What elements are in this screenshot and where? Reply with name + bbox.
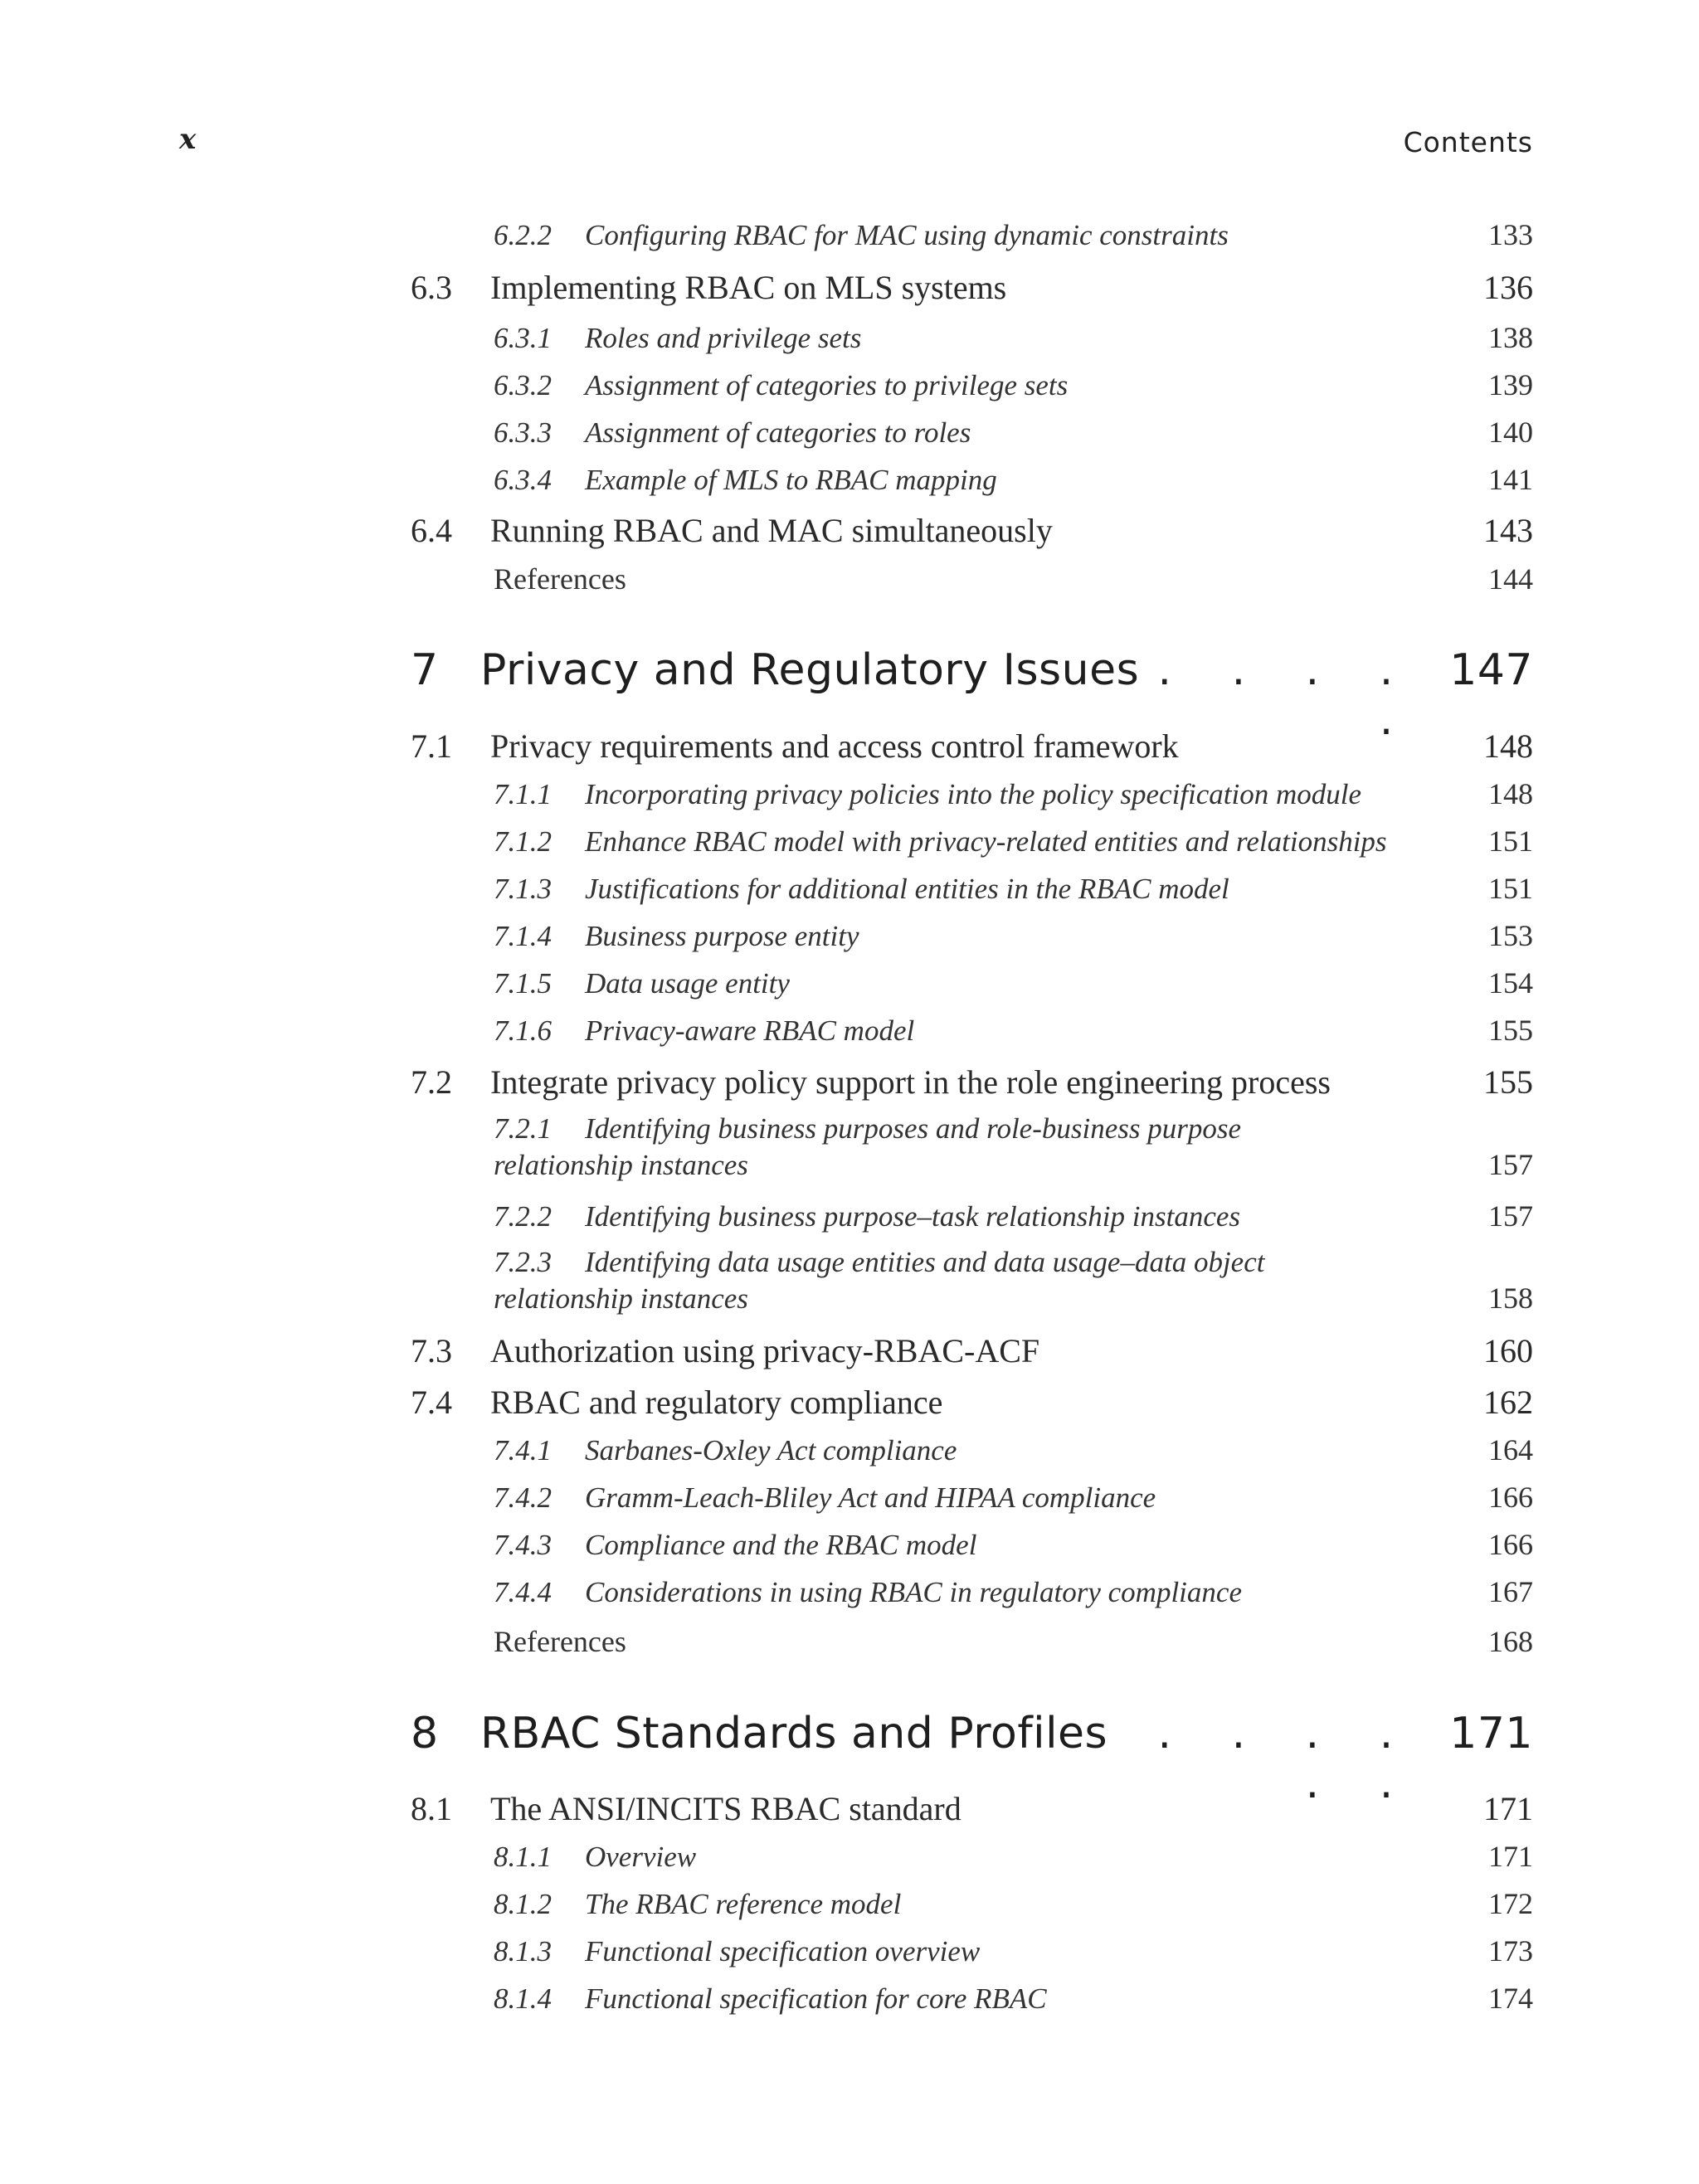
- entry-number: 8.1.1: [494, 1841, 552, 1873]
- toc-entry-subsection[interactable]: [411, 217, 1533, 252]
- toc-entry-subsection[interactable]: [411, 1886, 1533, 1921]
- toc-entry-subsection[interactable]: [411, 367, 1533, 402]
- entry-page: 171: [1483, 1790, 1533, 1827]
- entry-number: 8.1: [411, 1790, 452, 1827]
- toc-entry-section[interactable]: [411, 1063, 1533, 1102]
- entry-page: 157: [1488, 1148, 1533, 1181]
- toc-entry-subsection[interactable]: [411, 966, 1533, 1000]
- entry-number: 7.4.2: [494, 1481, 552, 1514]
- entry-number: 7.4.4: [494, 1576, 552, 1608]
- toc-entry-section[interactable]: [411, 511, 1533, 550]
- entry-page: 171: [1488, 1840, 1533, 1873]
- entry-number: 7.4.3: [494, 1529, 552, 1561]
- chapter-title: Privacy and Regulatory Issues: [480, 645, 1140, 695]
- entry-number: 7.1.2: [494, 825, 552, 858]
- entry-number: 7.2.1: [494, 1112, 552, 1145]
- toc-entry-references[interactable]: [411, 562, 1533, 596]
- entry-number: 6.3.1: [494, 322, 552, 354]
- entry-page: 168: [1488, 1625, 1533, 1658]
- entry-number: 6.2.2: [494, 219, 552, 251]
- toc-entry-subsection[interactable]: [411, 320, 1533, 355]
- toc-entry-subsection[interactable]: [411, 1112, 1533, 1182]
- toc-entry-subsection[interactable]: [411, 871, 1533, 906]
- entry-number: 6.3.3: [494, 416, 552, 449]
- entry-title: Considerations in using RBAC in regulatory compliance: [585, 1576, 1242, 1608]
- entry-page: 166: [1488, 1528, 1533, 1561]
- entry-number: 7.1.6: [494, 1014, 552, 1047]
- entry-page: 164: [1488, 1433, 1533, 1467]
- toc-entry-section[interactable]: [411, 727, 1533, 766]
- entry-page: 157: [1488, 1199, 1533, 1233]
- toc-entry-subsection[interactable]: [411, 1981, 1533, 2016]
- entry-page: 143: [1483, 512, 1533, 549]
- entry-title-continued: relationship instances: [494, 1149, 748, 1181]
- page-number: x: [179, 123, 197, 156]
- entry-page: 162: [1483, 1384, 1533, 1421]
- entry-page: 160: [1483, 1332, 1533, 1369]
- entry-title: Overview: [585, 1841, 697, 1873]
- entry-page: 151: [1488, 824, 1533, 858]
- toc-entry-section[interactable]: [411, 268, 1533, 307]
- entry-number: 7.4: [411, 1384, 452, 1421]
- toc-entry-subsection[interactable]: [411, 462, 1533, 497]
- entry-title: Incorporating privacy policies into the policy specification module: [585, 778, 1362, 810]
- toc-entry-subsection[interactable]: [411, 1574, 1533, 1609]
- entry-page: 140: [1488, 416, 1533, 449]
- toc-entry-subsection[interactable]: [411, 1933, 1533, 1968]
- entry-title: Roles and privilege sets: [585, 322, 862, 354]
- table-of-contents: [411, 0, 1533, 2184]
- chapter-number: 7: [411, 645, 439, 695]
- toc-entry-references[interactable]: [411, 1624, 1533, 1659]
- entry-number: 7.1.5: [494, 967, 552, 1000]
- entry-title: Functional specification for core RBAC: [585, 1982, 1047, 2015]
- entry-page: 133: [1488, 218, 1533, 251]
- toc-entry-subsection[interactable]: [411, 918, 1533, 953]
- entry-page: 174: [1488, 1982, 1533, 2015]
- entry-page: 141: [1488, 463, 1533, 496]
- entry-page: 148: [1483, 727, 1533, 765]
- entry-title: Business purpose entity: [585, 920, 859, 952]
- entry-title: RBAC and regulatory compliance: [490, 1384, 943, 1421]
- entry-page: 155: [1488, 1014, 1533, 1047]
- entry-page: 167: [1488, 1575, 1533, 1608]
- leader-dots: . . . . .: [1157, 645, 1417, 745]
- entry-title-continued: relationship instances: [494, 1282, 748, 1315]
- entry-title: Data usage entity: [585, 967, 790, 1000]
- entry-title: Enhance RBAC model with privacy-related entities and relationships: [585, 825, 1387, 858]
- entry-number: 7.4.1: [494, 1434, 552, 1467]
- entry-title: Identifying data usage entities and data usage–data object: [585, 1246, 1265, 1278]
- entry-title: The RBAC reference model: [585, 1888, 902, 1920]
- toc-entry-subsection[interactable]: [411, 1199, 1533, 1233]
- chapter-number: 8: [411, 1709, 439, 1758]
- entry-title: Functional specification overview: [585, 1935, 981, 1968]
- entry-page: 151: [1488, 872, 1533, 905]
- entry-number: 7.2.2: [494, 1200, 552, 1233]
- entry-title: Running RBAC and MAC simultaneously: [490, 512, 1053, 549]
- toc-entry-subsection[interactable]: [411, 776, 1533, 811]
- entry-title: References: [494, 562, 626, 596]
- running-header: Contents: [1403, 126, 1533, 158]
- entry-page: 166: [1488, 1481, 1533, 1514]
- entry-number: 7.1.3: [494, 873, 552, 905]
- toc-entry-subsection[interactable]: [411, 824, 1533, 859]
- chapter-title: RBAC Standards and Profiles: [480, 1709, 1108, 1758]
- entry-title: Authorization using privacy-RBAC-ACF: [490, 1332, 1040, 1369]
- toc-entry-section[interactable]: [411, 1789, 1533, 1828]
- entry-title: Gramm-Leach-Bliley Act and HIPAA compliance: [585, 1481, 1156, 1514]
- entry-number: 6.3.4: [494, 464, 552, 496]
- entry-page: 144: [1488, 562, 1533, 596]
- entry-title: Justifications for additional entities in the RBAC model: [585, 873, 1229, 905]
- chapter-page: 147: [1449, 645, 1533, 695]
- entry-number: 8.1.3: [494, 1935, 552, 1968]
- entry-number: 7.1: [411, 727, 452, 765]
- entry-page: 139: [1488, 368, 1533, 401]
- entry-title: The ANSI/INCITS RBAC standard: [490, 1790, 961, 1827]
- entry-number: 8.1.2: [494, 1888, 552, 1920]
- entry-page: 154: [1488, 966, 1533, 1000]
- leader-dots: . . . . . .: [1157, 1709, 1417, 1808]
- entry-page: 158: [1488, 1282, 1533, 1315]
- entry-title: Implementing RBAC on MLS systems: [490, 269, 1007, 306]
- entry-page: 153: [1488, 919, 1533, 952]
- toc-entry-section[interactable]: [411, 1383, 1533, 1422]
- entry-number: 7.3: [411, 1332, 452, 1369]
- entry-number: 7.2: [411, 1063, 452, 1101]
- entry-page: 173: [1488, 1934, 1533, 1968]
- entry-page: 172: [1488, 1887, 1533, 1920]
- toc-entry-section[interactable]: [411, 1331, 1533, 1370]
- entry-page: 136: [1483, 269, 1533, 306]
- entry-title: Assignment of categories to privilege sets: [585, 369, 1069, 401]
- entry-title: Assignment of categories to roles: [585, 416, 971, 449]
- entry-title: References: [494, 1625, 626, 1658]
- entry-number: 7.2.3: [494, 1246, 552, 1278]
- entry-title: Identifying business purposes and role-business purpose: [585, 1112, 1242, 1145]
- entry-number: 7.1.1: [494, 778, 552, 810]
- entry-title: Integrate privacy policy support in the role engineering process: [490, 1063, 1331, 1101]
- entry-page: 148: [1488, 777, 1533, 810]
- toc-entry-subsection[interactable]: [411, 1839, 1533, 1874]
- entry-number: 7.1.4: [494, 920, 552, 952]
- entry-title: Compliance and the RBAC model: [585, 1529, 977, 1561]
- toc-entry-subsection[interactable]: [411, 1527, 1533, 1562]
- entry-page: 155: [1483, 1063, 1533, 1101]
- entry-title: Sarbanes-Oxley Act compliance: [585, 1434, 957, 1467]
- toc-entry-subsection[interactable]: [411, 1432, 1533, 1467]
- toc-entry-subsection[interactable]: [411, 1246, 1533, 1316]
- entry-number: 6.4: [411, 512, 452, 549]
- entry-title: Privacy-aware RBAC model: [585, 1014, 915, 1047]
- entry-number: 6.3: [411, 269, 452, 306]
- entry-title: Identifying business purpose–task relationship instances: [585, 1200, 1241, 1233]
- chapter-page: 171: [1449, 1709, 1533, 1758]
- toc-entry-subsection[interactable]: [411, 415, 1533, 450]
- entry-number: 6.3.2: [494, 369, 552, 401]
- entry-page: 138: [1488, 321, 1533, 354]
- entry-title: Example of MLS to RBAC mapping: [585, 464, 997, 496]
- entry-title: Privacy requirements and access control framework: [490, 727, 1179, 765]
- entry-number: 8.1.4: [494, 1982, 552, 2015]
- toc-entry-subsection[interactable]: [411, 1013, 1533, 1048]
- toc-entry-subsection[interactable]: [411, 1480, 1533, 1515]
- entry-title: Configuring RBAC for MAC using dynamic constraints: [585, 219, 1229, 251]
